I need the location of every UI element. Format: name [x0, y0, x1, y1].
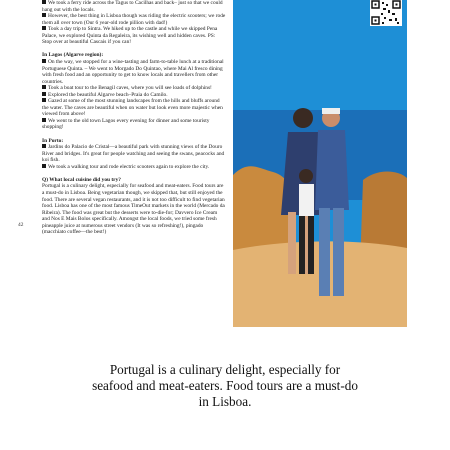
bullet-square-icon [42, 13, 46, 17]
bullet-square-icon [42, 85, 46, 89]
list-item: Gazed at some of the most stunning landscapes from the hills and bluffs around the water. The caves are beautiful when on water but look even more majestic when viewed from above! [42, 98, 223, 118]
family-photo [233, 0, 407, 327]
list-item: On the way, we stopped for a wine-tasting and farm-to-table lunch at a traditional Portuguese Quinta. – We went to Morgado Do Quintao, where Mai Al fresco dining with fresh food and an opportunity to get to know locals and travellers from other countries. [42, 58, 224, 85]
bullet-square-icon [42, 98, 46, 102]
article-left-column [42, 0, 226, 236]
qr-code[interactable] [370, 0, 402, 26]
family-photo-illustration [233, 0, 407, 327]
bullet-square-icon [42, 59, 46, 63]
question-heading: Q) What local cuisine did you try? [42, 176, 121, 183]
list-item: Took a boat tour to the Benagil caves, where you will see loads of dolphins! [42, 85, 226, 92]
list-item: We went to the old town Lagos every evening for dinner and some touristy shopping! [42, 117, 210, 131]
bullet-square-icon [42, 164, 46, 168]
list-item: Explored the beautiful Algarve beach–Praia do Camilo. [42, 92, 226, 99]
bullet-square-icon [42, 92, 46, 96]
list-item: However, the best thing in Lisboa though was riding the electric scooters; we rode them all over town (Our 6 year-old rode pillion with dad!) [42, 13, 226, 26]
list-item: We took a ferry ride across the Tagus to Cacilhas and back– just so that we could hang out with the locals. [42, 0, 223, 13]
bullet-square-icon [42, 118, 46, 122]
answer-paragraph: Portugal is a culinary delight, especially for seafood and meat-eaters. Food tours are a must-do in Lisboa. Being vegetarian though, we skipped that, but still enjoyed the food. There are several vegan restaurants, and it is not too difficult to find vegetarian food. Lisboa has one of the most famous TimeOut markets in the world (Mercado da Ribeira). The food was great but the desserts were to-die-for; Davvero Ice Cream and Nos E Mais Bolos specifically. Amongst the local foods, we tried some fresh pineapple juice at numerous street vendors (It was so refreshing!), pingado (macchiato coffee—the best!) [42, 183, 225, 236]
bullet-square-icon [42, 0, 46, 4]
section-heading-porto: In Porto: [42, 137, 64, 144]
qr-code-icon [370, 0, 402, 26]
page-number: 42 [18, 222, 24, 228]
list-item: Jardins do Palacio de Cristal—a beautiful park with stunning views of the Douro River and bridges. It's great for people watching and seeing the swans, peacocks and koi fish. [42, 144, 225, 164]
pull-quote: Portugal is a culinary delight, especially for seafood and meat-eaters. Food tours are a must-do in Lisboa. [92, 362, 358, 409]
list-item: Took a day trip to Sintra. We hiked up to the castle and while we skipped Pena Palace, we explored Quinta da Regaleira, its wishing well and hidden caves. PS: Stop over at beautiful Cascais if you can! [42, 26, 218, 46]
bullet-square-icon [42, 144, 46, 148]
section-heading-lagos: In Lagos (Algarve region): [42, 52, 104, 59]
bullet-square-icon [42, 26, 46, 30]
list-item: We took a walking tour and rode electric scooters again to explore the city. [42, 164, 226, 171]
